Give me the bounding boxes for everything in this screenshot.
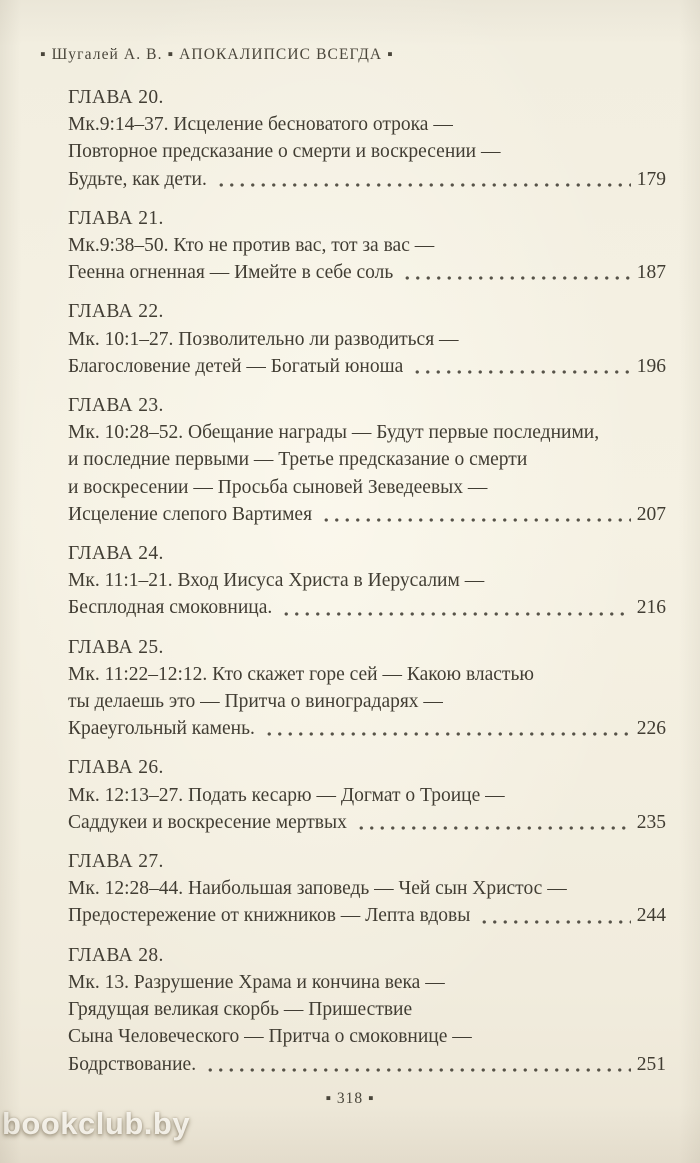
toc-chapter-title: ГЛАВА 20. (68, 87, 164, 108)
toc-chapter-title: ГЛАВА 27. (68, 851, 164, 873)
toc-chapter (68, 205, 666, 287)
toc-chapter (68, 634, 666, 743)
toc-line: Мк. 13. Разрушение Храма и кончина века — (68, 971, 445, 993)
toc-page-number: 216 (636, 597, 666, 619)
toc-page-number: 251 (636, 1053, 666, 1075)
toc-page-number: 207 (636, 503, 666, 525)
toc-leader-dots (402, 275, 631, 281)
toc-line-text: Краеугольный камень. (68, 718, 255, 740)
toc-line-text: Благословение детей — Богатый юноша (68, 355, 404, 377)
toc-line-with-page (68, 594, 666, 621)
toc-line-text: Саддукеи и воскресение мертвых (68, 811, 347, 833)
toc-chapter-title: ГЛАВА 26. (68, 757, 164, 779)
toc-chapter (68, 754, 666, 836)
toc-page-number: 179 (636, 168, 666, 190)
toc-chapter (68, 942, 666, 1078)
toc-chapter-title: ГЛАВА 25. (68, 636, 164, 658)
toc-line: Мк. 11:22–12:12. Кто скажет горе сей — Какою властью (68, 663, 534, 685)
toc-line-text: Предостережение от книжников — Лепта вдовы (68, 905, 471, 927)
folio-page-number: ▪ 318 ▪ (325, 1090, 375, 1107)
toc-page-number: 187 (636, 262, 666, 284)
toc-line: ты делаешь это — Притча о виноградарях — (68, 691, 443, 713)
watermark: bookclub.by (2, 1106, 191, 1141)
toc-list (68, 84, 666, 1090)
toc-line: Мк. 10:28–52. Обещание награды — Будут первые последними, (68, 422, 600, 444)
toc-leader-dots (356, 825, 631, 831)
toc-line: Мк.9:38–50. Кто не против вас, тот за вас — (68, 235, 435, 257)
toc-line-with-page (68, 1051, 666, 1078)
toc-line-with-page (68, 259, 666, 286)
toc-chapter-title: ГЛАВА 22. (68, 301, 164, 323)
toc-line-text: Геенна огненная — Имейте в себе соль (68, 262, 394, 284)
toc-line-with-page (68, 715, 666, 742)
toc-line-text: Бесплодная смоковница. (68, 597, 273, 619)
toc-line: и последние первыми — Третье предсказание о смерти (68, 449, 528, 471)
toc-leader-dots (281, 611, 631, 617)
toc-page-number: 196 (636, 355, 666, 377)
toc-line: и воскресении — Просьба сыновей Зеведеевых — (68, 476, 488, 498)
toc-leader-dots (264, 731, 631, 737)
toc-chapter-title: ГЛАВА 23. (68, 395, 164, 417)
toc-line-text: Исцеление слепого Вартимея (68, 503, 313, 525)
toc-line: Мк.9:14–37. Исцеление бесноватого отрока — (68, 114, 453, 136)
toc-leader-dots (321, 517, 631, 523)
toc-chapter (68, 298, 666, 380)
toc-line: Мк. 12:13–27. Подать кесарю — Догмат о Троице — (68, 784, 505, 806)
toc-leader-dots (479, 919, 630, 925)
toc-leader-dots (205, 1067, 631, 1073)
toc-line: Мк. 12:28–44. Наибольшая заповедь — Чей сын Христос — (68, 878, 567, 900)
toc-line: Грядущая великая скорбь — Пришествие (68, 999, 413, 1021)
toc-line-with-page (68, 166, 666, 193)
toc-line-with-page (68, 501, 666, 528)
toc-line-text: Будьте, как дети. (68, 168, 207, 190)
toc-page-number: 226 (636, 718, 666, 740)
toc-chapter (68, 848, 666, 930)
toc-line: Мк. 10:1–27. Позволительно ли разводиться — (68, 328, 459, 350)
toc-page-number: 235 (636, 811, 666, 833)
toc-chapter (68, 540, 666, 622)
toc-leader-dots (216, 182, 631, 188)
toc-line: Мк. 11:1–21. Вход Иисуса Христа в Иерусалим — (68, 570, 485, 592)
toc-line-with-page (68, 353, 666, 380)
toc-line-with-page (68, 902, 666, 929)
toc-page-number: 244 (636, 905, 666, 927)
running-head: ▪ Шугалей А. В. ▪ АПОКАЛИПСИС ВСЕГДА ▪ (40, 46, 394, 63)
toc-leader-dots (412, 369, 630, 375)
toc-line-text: Бодрствование. (68, 1053, 197, 1075)
toc-chapter-title: ГЛАВА 24. (68, 543, 164, 565)
toc-chapter (68, 392, 666, 528)
toc-line: Сына Человеческого — Притча о смоковнице — (68, 1026, 472, 1048)
toc-chapter-title: ГЛАВА 28. (68, 944, 164, 966)
toc-chapter-title: ГЛАВА 21. (68, 207, 164, 229)
toc-chapter (68, 84, 666, 193)
toc-line-with-page (68, 809, 666, 836)
toc-line: Повторное предсказание о смерти и воскресении — (68, 141, 501, 163)
